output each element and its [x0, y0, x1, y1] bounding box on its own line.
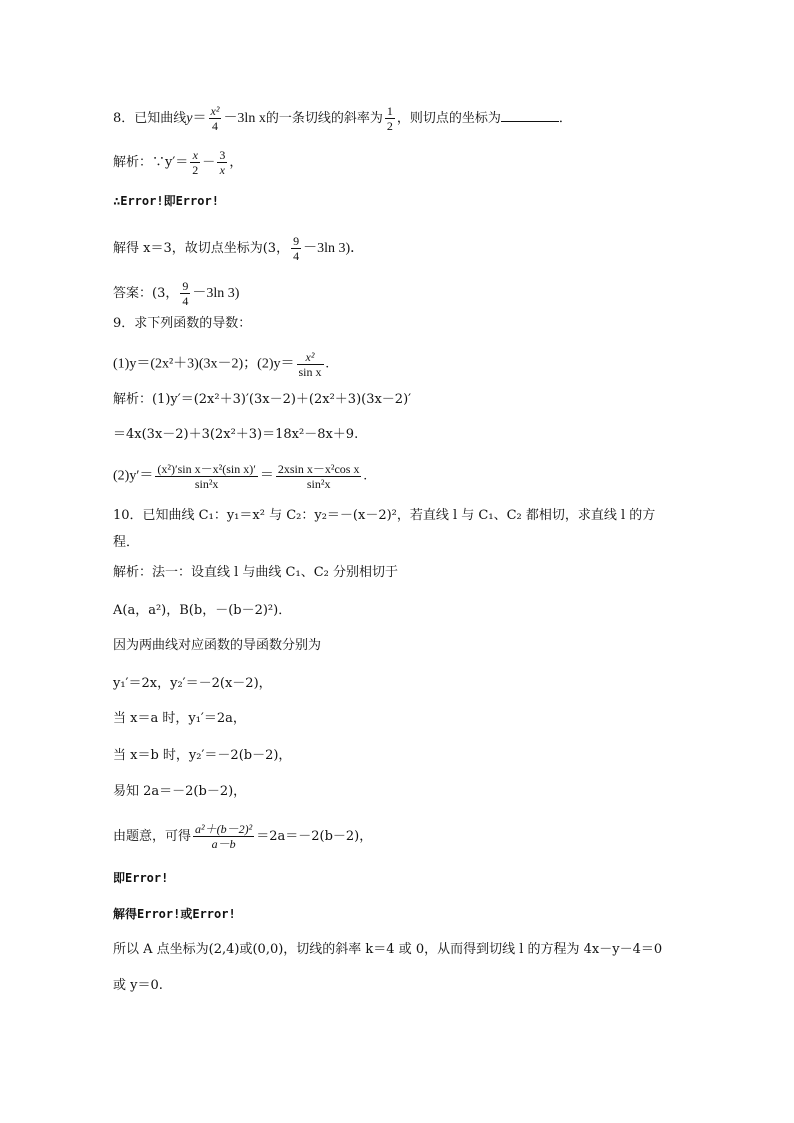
q10-sol-l8-frac — [193, 822, 254, 851]
q8-eq-eq: ＝ — [192, 111, 207, 126]
q8-frac-den: 4 — [211, 119, 218, 133]
q10-sol-l8-num: a²＋(b－2)² — [195, 822, 253, 836]
q8-sol-label: 解析：∵y′＝ — [113, 155, 189, 170]
q10-sol-l5: 当 x＝a 时，y₁′＝2a， — [113, 711, 246, 726]
q9-sol-frac2-den: sin²x — [306, 477, 331, 491]
q8-slope-den: 2 — [386, 119, 393, 133]
q8-answer-line — [113, 279, 239, 308]
q8-solution-line — [113, 148, 242, 177]
q8-sol-frac1-num: x — [190, 148, 200, 163]
q8-ans-den: 4 — [182, 294, 189, 308]
q9-sol-frac2-num: 2xsin x－x²cos x — [277, 462, 360, 476]
answer-blank — [501, 111, 559, 122]
q9-sol-line1: 解析：(1)y′＝(2x²＋3)′(3x－2)＋(2x²＋3)(3x－2)′ — [113, 392, 412, 407]
q10-sol-l2: A(a，a²)，B(b，－(b－2)²)． — [113, 603, 292, 618]
q8-fraction — [209, 104, 222, 133]
q9-sol-frac1 — [155, 462, 257, 491]
q10-sol-l8-post: ＝2a＝－2(b－2)， — [256, 829, 373, 844]
q9-sol-line2: ＝4x(3x－2)＋3(2x²＋3)＝18x²－8x＋9. — [113, 427, 359, 442]
q10-sol-l8-pre: 由题意，可得 — [113, 829, 192, 844]
q9-sol-line3-pre: (2)y′＝ — [113, 468, 154, 484]
q8-slope-fraction — [385, 104, 395, 133]
q10-sol-l8-den: a－b — [211, 837, 236, 851]
q8-error-line: ∴Error!即Error! — [113, 194, 219, 208]
q10-sol-l1: 解析：法一：设直线 l 与曲线 C₁、C₂ 分别相切于 — [113, 565, 399, 580]
q9-parts-line — [113, 350, 329, 379]
q10-sol-l4: y₁′＝2x，y₂′＝－2(x－2)， — [113, 676, 272, 691]
q8-solve-num: 9 — [293, 234, 300, 248]
q8-ans-post: －3ln 3) — [192, 286, 240, 301]
q8-sol-frac1 — [190, 148, 200, 177]
q8-line — [113, 104, 572, 133]
q8-solve-pre: 解得 x＝3，故切点坐标为(3， — [113, 241, 290, 256]
q8-mid: 的一条切线的斜率为 — [265, 111, 383, 126]
q8-ans-pre: 答案：(3， — [113, 286, 179, 301]
q10-sol-l8 — [113, 822, 372, 851]
q8-period: ． — [558, 111, 572, 126]
q8-eq-y: y — [186, 111, 193, 126]
q10-sol-l6: 当 x＝b 时，y₂′＝－2(b－2)， — [113, 748, 292, 763]
q8-sol-minus: － — [202, 155, 216, 170]
q8-solve-frac — [291, 234, 301, 263]
q9-sol-line3-eq: ＝ — [259, 468, 274, 484]
q9-sol-line3-post: . — [363, 468, 367, 484]
q8-solve-post: －3ln 3)． — [303, 241, 365, 256]
q9-sol-frac1-den: sin²x — [194, 477, 219, 491]
q10-line1: 10．已知曲线 C₁：y₁＝x² 与 C₂：y₂＝－(x－2)²，若直线 l 与 C₁、C₂ 都相切，求直线 l 的方 — [113, 508, 656, 523]
q8-sol-frac1-den: 2 — [192, 163, 199, 177]
q8-sol-frac2-den: x — [219, 163, 225, 177]
q8-ans-frac — [180, 279, 190, 308]
q8-end: ，则切点的坐标为 — [396, 111, 501, 126]
q8-eq-tail: －3ln x — [223, 111, 266, 126]
q10-sol-l11: 所以 A 点坐标为(2,4)或(0,0)，切线的斜率 k＝4 或 0，从而得到切线 l 的方程为 4x－y－4＝0 — [113, 942, 663, 957]
q9-sol-frac2 — [276, 462, 362, 491]
q8-sol-comma: ， — [229, 155, 243, 170]
q8-solve-line — [113, 234, 364, 263]
q9-parts-post: . — [325, 356, 330, 372]
q9-parts-den: sin x — [298, 365, 322, 379]
q8-prefix: 8．已知曲线 — [113, 111, 187, 126]
q9-parts-pre: (1)y＝(2x²＋3)(3x－2)；(2)y＝ — [113, 356, 295, 372]
q9-parts-frac — [297, 350, 324, 379]
q8-ans-num: 9 — [182, 279, 189, 293]
q10-line2: 程． — [113, 535, 140, 550]
q9-title: 9．求下列函数的导数： — [113, 316, 252, 331]
q9-parts-num: x² — [297, 350, 324, 365]
q9-sol-line3 — [113, 462, 367, 491]
q10-sol-l3: 因为两曲线对应函数的导函数分别为 — [113, 638, 322, 653]
q8-slope-num: 1 — [386, 104, 393, 118]
q8-sol-frac2 — [217, 148, 227, 177]
q10-sol-l7: 易知 2a＝－2(b－2)， — [113, 784, 247, 799]
q8-solve-den: 4 — [293, 249, 300, 263]
q8-sol-frac2-num: 3 — [219, 148, 226, 162]
q10-sol-l10: 解得Error!或Error! — [113, 907, 236, 921]
q8-frac-num: x² — [210, 104, 220, 118]
q10-sol-l9: 即Error! — [113, 871, 169, 885]
q10-sol-l12: 或 y＝0. — [113, 978, 163, 993]
q9-sol-frac1-num: (x²)′sin x－x²(sin x)′ — [157, 462, 256, 476]
